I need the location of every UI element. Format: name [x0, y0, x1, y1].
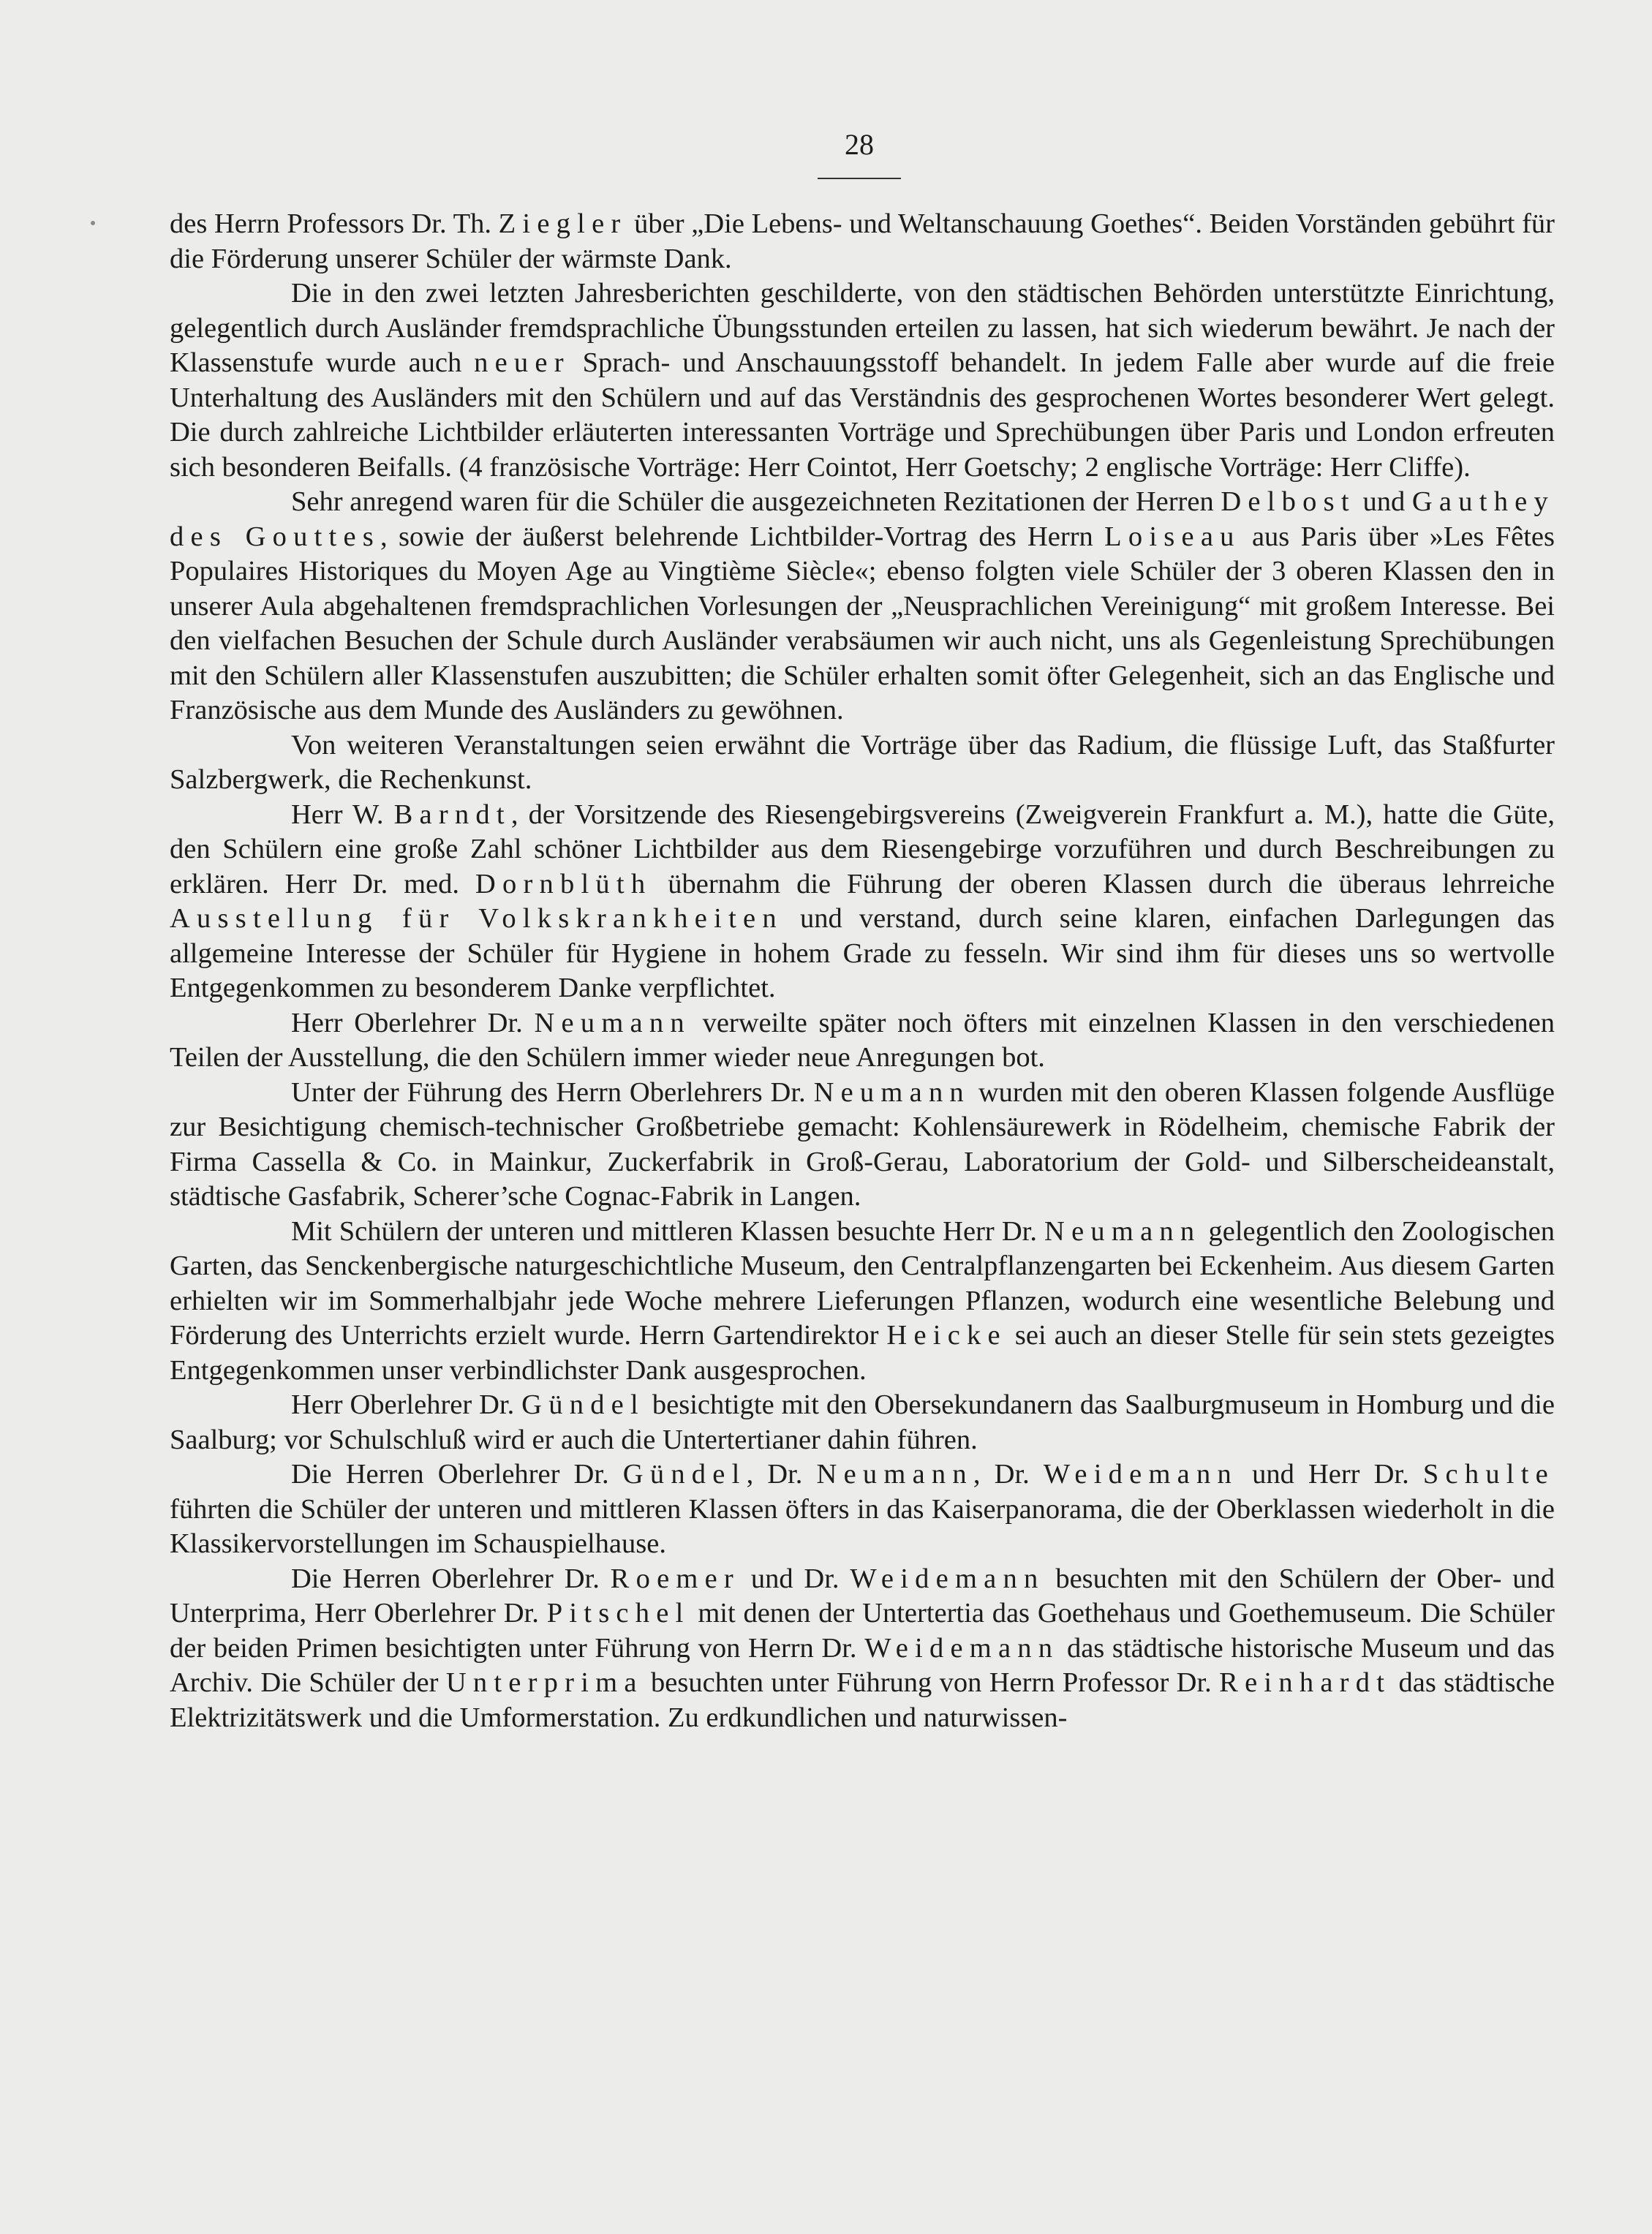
text-run: , Dr. [746, 1459, 817, 1490]
text-run: aus Paris über »Les Fêtes Populaires Historiques du Moyen Age au Vingtième Siècle«; ebenso folgten viele Schüler der 3 oberen Klassen den in unserer Aula abgehaltenen fremdsprachlichen Vorlesungen der „Neusprachlichen Vereinigung“ mit großem Interesse. Bei den vielfachen Besuchen der Schule durch Ausländer verabsäumen wir auch nicht, uns als Gegenleistung Sprechübungen mit den Schülern aller Klassenstufen auszubitten; die Schüler erhalten somit öfter Gelegenheit, sich an das Englische und Französische aus dem Munde des Ausländers zu gewöhnen. [170, 521, 1555, 725]
text-run: und verstand, durch seine klaren, einfachen Darlegungen das allgemeine Interesse der Schüler für Hygiene in hohem Grade zu fesseln. Wir sind ihm für dieses uns so wertvolle Entgegenkommen zu besonderem Danke verpflichtet. [170, 903, 1555, 1003]
text-run: Unter der Führung des Herrn Oberlehrers Dr. [291, 1076, 814, 1108]
spaced-name: Pitschel [546, 1598, 690, 1629]
text-run: führten die Schüler der unteren und mittleren Klassen öfters in das Kaiserpanorama, die der Oberklassen wiederholt in die Klassikervorstellungen im Schauspielhause. [170, 1493, 1555, 1559]
text-run: Herr W. [291, 799, 394, 830]
text-run: gelegentlich den Zoologischen Garten, das Senckenbergische naturgeschichtliche Museum, den Centralpflanzengarten bei Eckenheim. Aus diesem Garten erhielten wir im Sommerhalbjahr jede Woche mehrere Lieferungen Pflanzen, wodurch eine wesentliche Belebung und Förderung des Unterrichts erzielt wurde. Herrn Gartendirektor [170, 1215, 1555, 1351]
spaced-name: Neumann [816, 1459, 973, 1490]
spaced-name: Barndt [393, 799, 511, 830]
spaced-name: Neumann [1044, 1215, 1202, 1247]
text-run: Sprach- und Anschauungsstoff behandelt. In jedem Falle aber wurde auf die freie Unterhaltung des Ausländers mit den Schülern und auf das Verständnis des gesprochenen Wortes besonderer Wert gelegt. Die durch zahlreiche Lichtbilder erläuterten interessanten Vorträge und Sprechübungen über Paris und London erfreuten sich besonderen Beifalls. (4 französische Vorträge: Herr Cointot, Herr Goetschy; 2 englische Vorträge: Herr Cliffe). [170, 347, 1555, 483]
paragraph [170, 1006, 1555, 1076]
text-run: und Herr Dr. [1237, 1459, 1423, 1490]
paragraph [170, 1457, 1555, 1562]
text-run: das städtische Elektrizitätswerk und die Umformerstation. Zu erdkundlichen und naturwissen- [170, 1667, 1555, 1733]
text-run: und [1355, 486, 1412, 517]
text-run: Herr Oberlehrer Dr. [291, 1007, 535, 1038]
paragraph [170, 1076, 1555, 1215]
text-run: Die Herren Oberlehrer Dr. [291, 1563, 611, 1594]
spaced-name: Heicke [886, 1320, 1007, 1351]
spaced-name: Roemer [610, 1563, 740, 1594]
paragraph [170, 798, 1555, 1006]
text-run: das städtische historische Museum und das Archiv. Die Schüler der [170, 1632, 1555, 1698]
spaced-name: Neumann [534, 1007, 691, 1038]
text-run: über „Die Lebens- und Weltanschauung Goethes“. Beiden Vorständen gebührt für die Förderung unserer Schüler der wärmste Dank. [170, 208, 1555, 274]
spaced-name: Gündel [622, 1459, 747, 1490]
text-run: besichtigte mit den Obersekundanern das Saalburgmuseum in Homburg und die Saalburg; vor Schulschluß wird er auch die Untertertianer dahin führen. [170, 1389, 1555, 1455]
paragraph [170, 728, 1555, 798]
text-run: verweilte später noch öfters mit einzelnen Klassen in den verschiedenen Teilen der Ausstellung, die den Schülern immer wieder neue Anregungen bot. [170, 1007, 1555, 1073]
paragraph [170, 207, 1555, 276]
text-run: , Dr. [973, 1459, 1044, 1490]
spaced-name: Unterprima [445, 1667, 644, 1698]
text-run: Die in den zwei letzten Jahresberichten geschilderte, von den städtischen Behörden unterstützte Einrichtung, gelegentlich durch Ausländer fremdsprachliche Übungsstunden erteilen zu lassen, hat sich wiederum bewährt. Je nach der Klassenstufe wurde auch [170, 278, 1555, 378]
spaced-name: Dornblüth [475, 868, 652, 899]
spaced-name: Ziegler [498, 208, 627, 239]
spaced-name: Neumann [813, 1076, 970, 1108]
spaced-name: Weidemann [850, 1563, 1045, 1594]
text-run: Herr Oberlehrer Dr. [291, 1389, 522, 1420]
text-run: mit denen der Untertertia das Goethehaus und Goethemuseum. Die Schüler der beiden Primen besichtigten unter Führung von Herrn Dr. [170, 1598, 1555, 1664]
text-run: des Herrn Professors Dr. Th. [170, 208, 499, 239]
spaced-name: Delbost [1221, 486, 1356, 517]
spaced-name: Gauthey des Gouttes [170, 486, 1555, 552]
text-run: , der Vorsitzende des Riesengebirgsvereins (Zweigverein Frankfurt a. M.), hatte die Güte, den Schülern eine große Zahl schöner Lichtbilder aus dem Riesengebirge vorzuführen und durch Beschreibungen zu erklären. Herr Dr. med. [170, 799, 1555, 899]
text-run: wurden mit den oberen Klassen folgende Ausflüge zur Besichtigung chemisch-technischer Großbetriebe gemacht: Kohlensäurewerk in Rödelheim, chemische Fabrik der Firma Cassella & Co. in Mainkur, Zuckerfabrik in Groß-Gerau, Laboratorium der Gold- und Silberscheideanstalt, städtische Gasfabrik, Scherer’sche Cognac-Fabrik in Langen. [170, 1076, 1555, 1212]
text-run: besuchten mit den Schülern der Ober- und Unterprima, Herr Oberlehrer Dr. [170, 1563, 1555, 1629]
text-run: sei auch an dieser Stelle für sein stets gezeigtes Entgegenkommen unser verbindlichster Dank ausgesprochen. [170, 1320, 1555, 1386]
text-run: besuchten unter Führung von Herrn Professor Dr. [643, 1667, 1220, 1698]
spaced-name: Weidemann [1043, 1459, 1238, 1490]
paragraph [170, 1388, 1555, 1457]
page-number-rule [818, 178, 901, 179]
margin-dot [91, 221, 95, 225]
spaced-name: Reinhardt [1219, 1667, 1392, 1698]
text-run: Von weiteren Veranstaltungen seien erwähnt die Vorträge über das Radium, die flüssige Luft, das Staßfurter Salzbergwerk, die Rechenkunst. [170, 729, 1555, 795]
text-run: und Dr. [740, 1563, 850, 1594]
page-number: 28 [845, 128, 874, 161]
paragraph [170, 1562, 1555, 1736]
text-run: Mit Schülern der unteren und mittleren Klassen besuchte Herr Dr. [291, 1215, 1045, 1247]
body-text [170, 207, 1555, 1735]
spaced-name: Ausstellung für Volkskrankheiten [170, 903, 783, 934]
spaced-name: Schulte [1422, 1459, 1555, 1490]
paragraph [170, 485, 1555, 728]
text-run: Die Herren Oberlehrer Dr. [291, 1459, 623, 1490]
spaced-name: neuer [474, 347, 570, 378]
spaced-name: Gündel [521, 1389, 645, 1420]
paragraph [170, 276, 1555, 485]
spaced-name: Loiseau [1104, 521, 1241, 552]
text-run: , sowie der äußerst belehrende Lichtbilder-Vortrag des Herrn [380, 521, 1105, 552]
spaced-name: Weidemann [864, 1632, 1060, 1664]
text-run: Sehr anregend waren für die Schüler die ausgezeichneten Rezitationen der Herren [291, 486, 1221, 517]
text-run: übernahm die Führung der oberen Klassen durch die überaus lehrreiche [652, 868, 1555, 899]
paragraph [170, 1215, 1555, 1389]
